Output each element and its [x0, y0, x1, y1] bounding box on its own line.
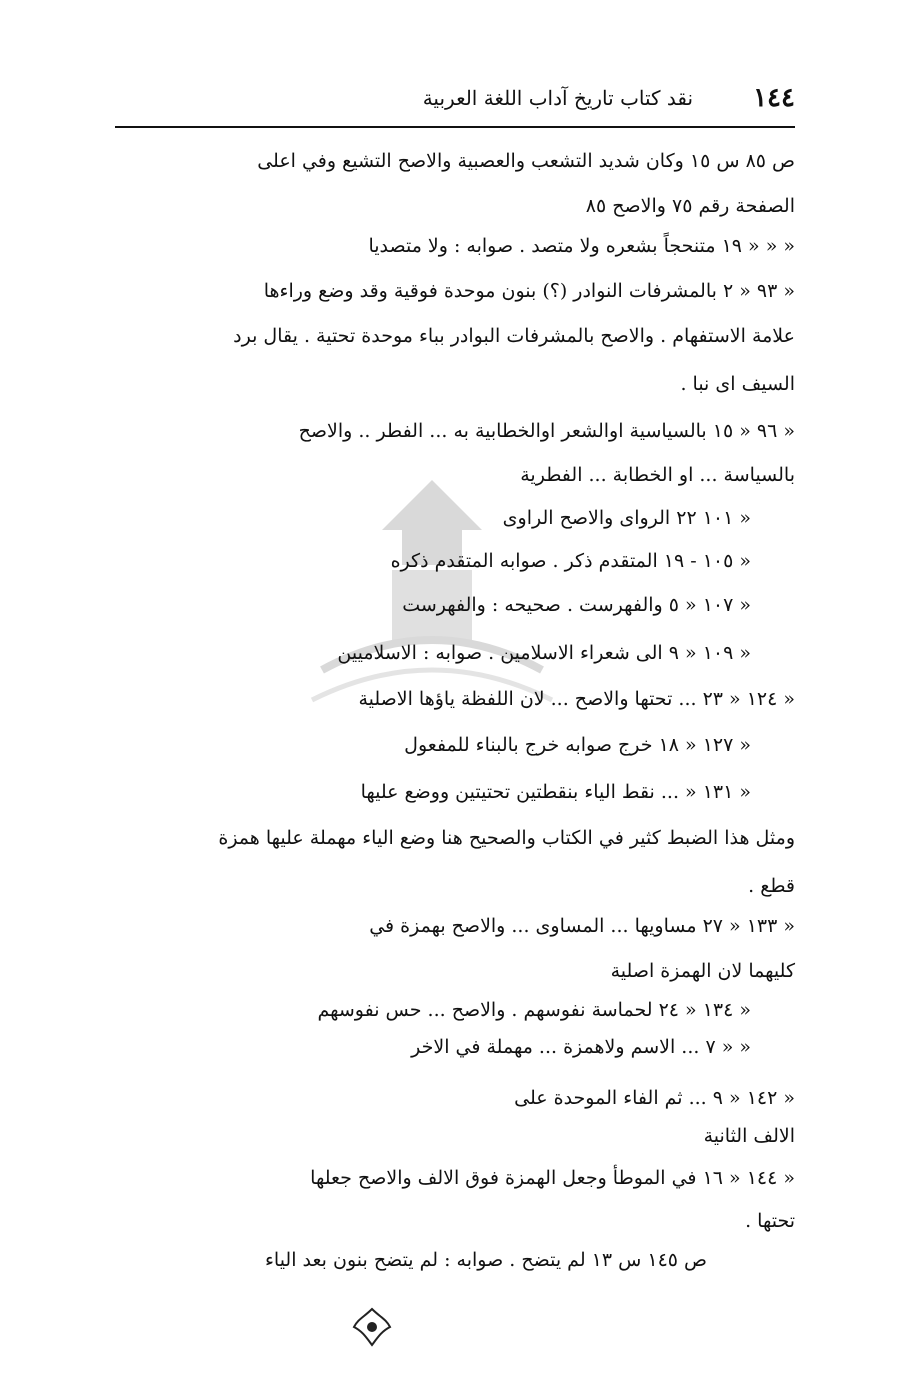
text-line: « ١٢٤ « ٢٣ ... تحتها والاصح ... لان اللفظة ياؤها الاصلية	[358, 688, 795, 710]
text-line: « ١٣٣ « ٢٧ مساويها ... المساوى ... والاصح بهمزة في	[369, 915, 795, 937]
text-line: « ٩٣ « ٢ بالمشرفات النوادر (؟) بنون موحدة فوقية وقد وضع وراءها	[263, 280, 795, 302]
text-line: السيف اى نبا .	[680, 373, 795, 395]
text-line: بالسياسة ... او الخطابة ... الفطرية	[520, 464, 795, 486]
text-line: تحتها .	[745, 1210, 795, 1232]
text-line: « « ٧ ... الاسم ولاهمزة ... مهملة في الاخر	[411, 1036, 751, 1058]
text-line: « ١٠١ ٢٢ الرواى والاصح الراوى	[502, 507, 751, 529]
text-line: « ١٠٩ « ٩ الى شعراء الاسلامين . صوابه : الاسلاميين	[337, 642, 751, 664]
text-line: « « « ١٩ متنحجاً بشعره ولا متصد . صوابه : ولا متصديا	[368, 235, 795, 257]
text-line: علامة الاستفهام . والاصح بالمشرفات البوادر بباء موحدة تحتية . يقال برد	[233, 325, 795, 347]
text-line: « ١٠٥ - ١٩ المتقدم ذكر . صوابه المتقدم ذكره	[390, 550, 751, 572]
text-line: « ٩٦ « ١٥ بالسياسية اوالشعر اوالخطابية به ... الفطر .. والاصح	[298, 420, 795, 442]
text-line: الصفحة رقم ٧٥ والاصح ٨٥	[585, 195, 795, 217]
text-line: ومثل هذا الضبط كثير في الكتاب والصحيح هنا وضع الياء مهملة عليها همزة	[218, 827, 795, 849]
text-line: « ١٤٤ « ١٦ في الموطأ وجعل الهمزة فوق الالف والاصح جعلها	[310, 1167, 795, 1189]
ornament-icon	[350, 1305, 394, 1349]
text-line: « ١٤٢ « ٩ ... ثم الفاء الموحدة على	[514, 1087, 795, 1109]
text-line: ص ٨٥ س ١٥ وكان شديد التشعب والعصبية والاصح التشيع وفي اعلى	[257, 150, 795, 172]
text-line: « ١٣٤ « ٢٤ لحماسة نفوسهم . والاصح ... حس نفوسهم	[317, 999, 751, 1021]
text-line: الالف الثانية	[703, 1125, 795, 1147]
text-line: ص ١٤٥ س ١٣ لم يتضح . صوابه : لم يتضح بنون بعد الياء	[264, 1249, 707, 1271]
text-line: « ١٢٧ « ١٨ خرج صوابه خرج بالبناء للمفعول	[404, 734, 751, 756]
text-line: « ١٣١ « ... نقط الياء بنقطتين تحتيتين ووضع عليها	[360, 781, 751, 803]
running-title: نقد كتاب تاريخ آداب اللغة العربية	[422, 86, 694, 110]
text-line: « ١٠٧ « ٥ والفهرست . صحيحه : والفهرست	[402, 594, 751, 616]
text-line: كليهما لان الهمزة اصلية	[610, 960, 795, 982]
page-number: ١٤٤	[753, 83, 795, 113]
text-line: قطع .	[748, 875, 795, 897]
